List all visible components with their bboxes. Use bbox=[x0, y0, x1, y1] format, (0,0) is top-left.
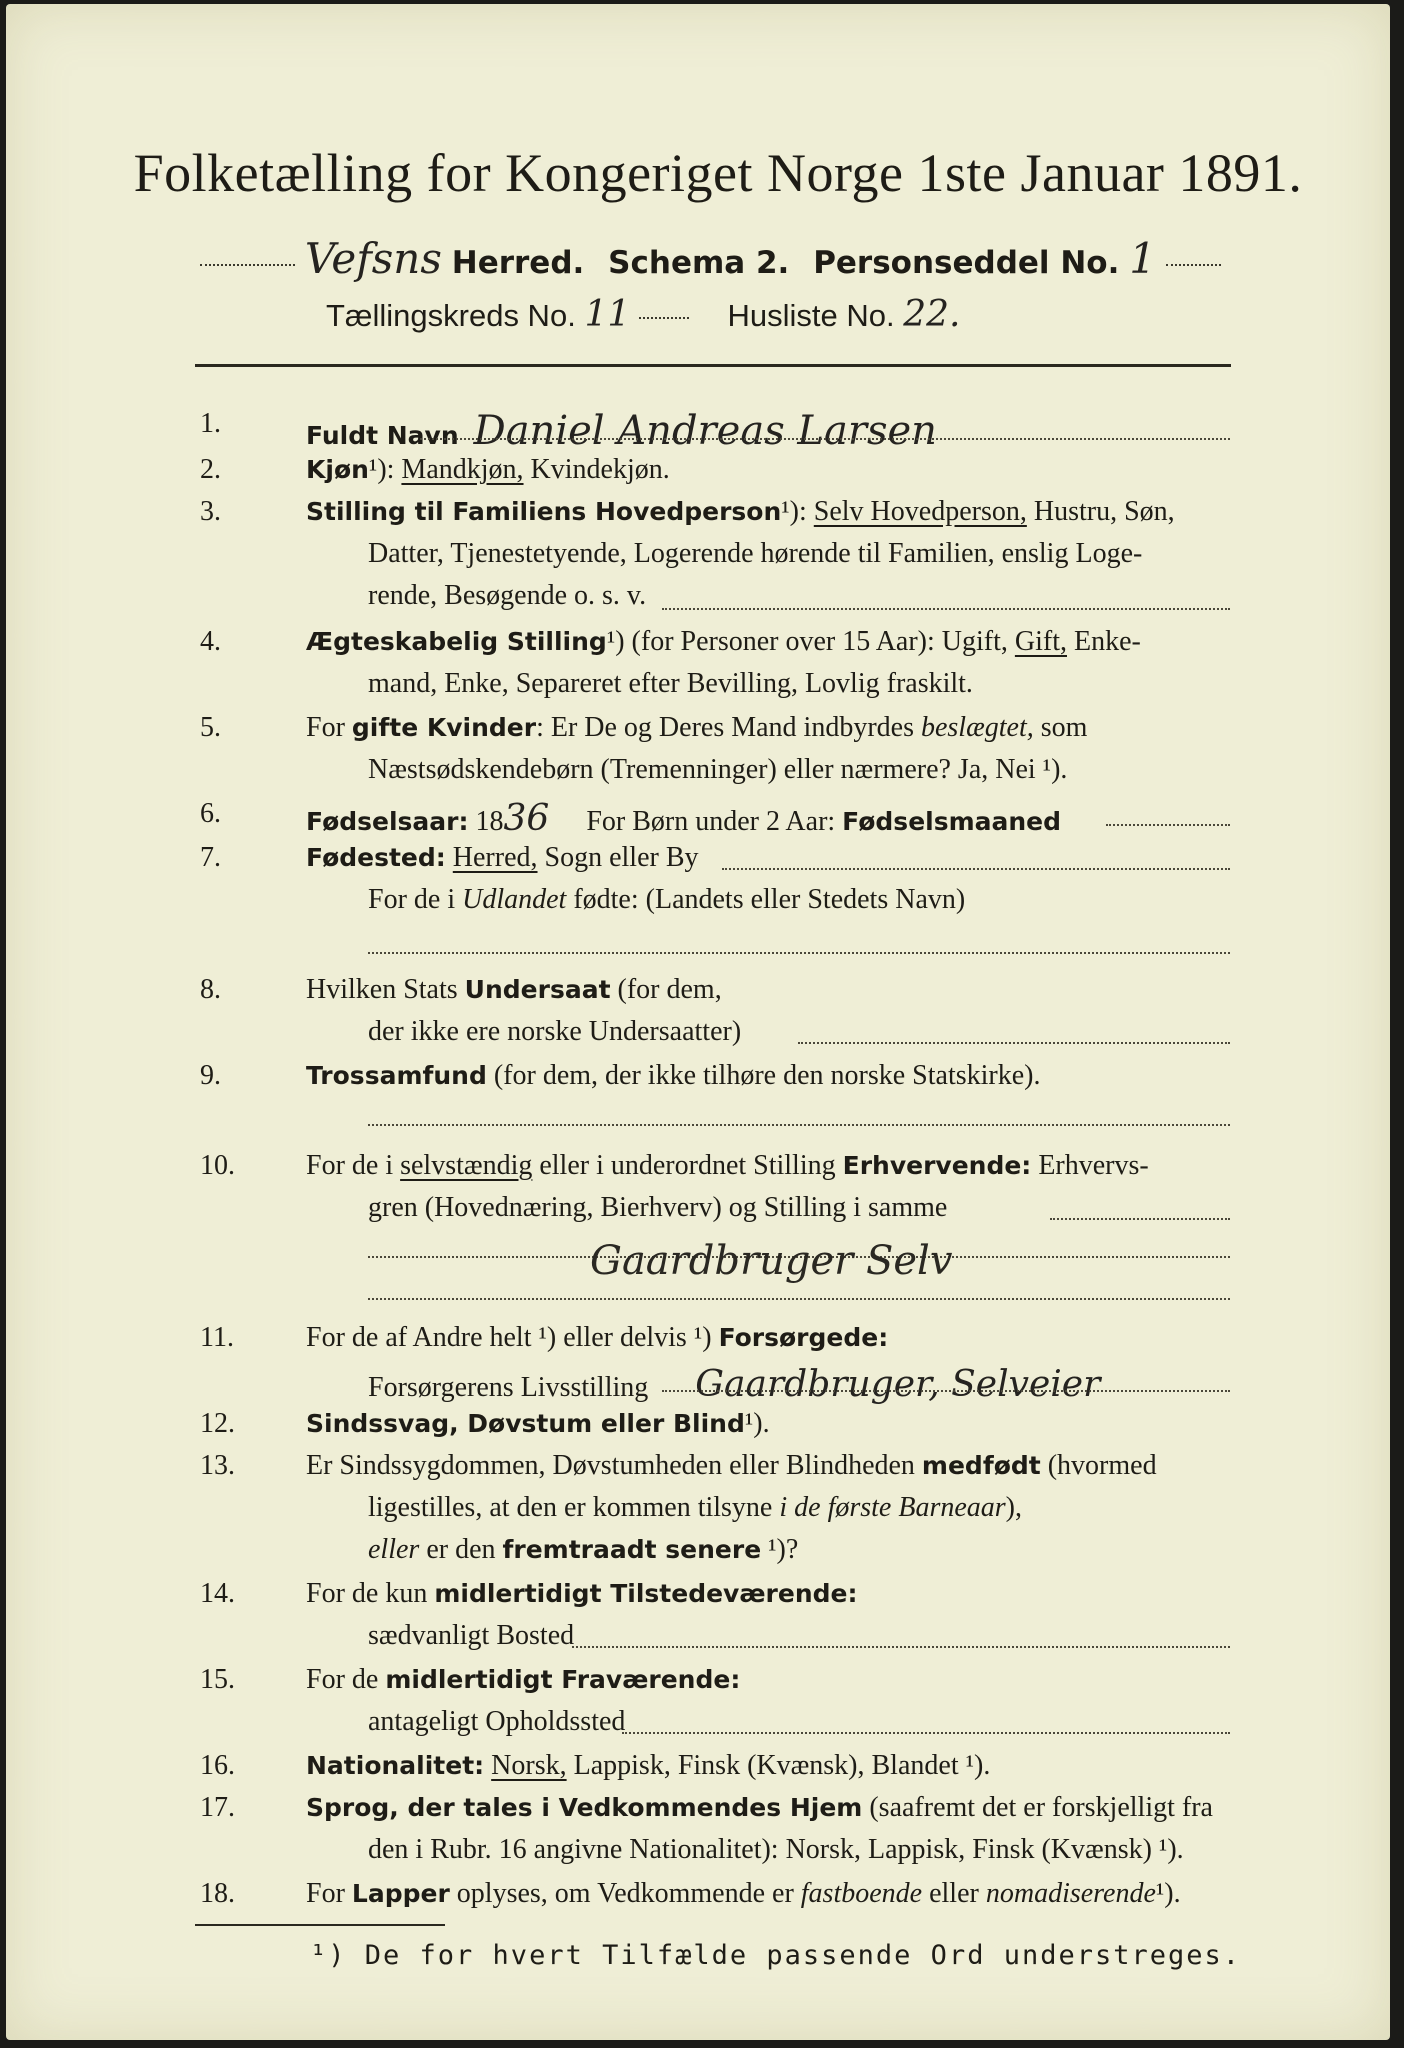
item-1-label: Fuldt Navn bbox=[306, 421, 459, 450]
item-18-italic-2: nomadiserende bbox=[985, 1878, 1156, 1909]
item-13-l3-label: fremtraadt senere bbox=[502, 1535, 762, 1564]
item-2 bbox=[306, 454, 670, 486]
herred-line bbox=[200, 234, 1221, 283]
item-11-number: 11. bbox=[200, 1322, 234, 1353]
sup-marker: ¹): bbox=[368, 454, 395, 485]
item-18-prefix: For bbox=[306, 1878, 345, 1909]
sup-marker: ¹): bbox=[781, 496, 807, 527]
item-10 bbox=[306, 1150, 1149, 1182]
item-13-number: 13. bbox=[200, 1450, 235, 1481]
header-rule bbox=[195, 364, 1231, 367]
birth-year-prefix: 18 bbox=[475, 806, 504, 837]
item-10-selected: selvstændig bbox=[400, 1150, 533, 1181]
dotted-line bbox=[722, 868, 1230, 870]
item-18 bbox=[306, 1878, 1181, 1910]
item-8 bbox=[306, 974, 722, 1006]
provider-occupation-value: Gaardbruger, Selveier bbox=[695, 1364, 1101, 1405]
item-18-italic-1: fastboende bbox=[800, 1878, 923, 1909]
item-2-selected: Mandkjøn, bbox=[401, 454, 524, 485]
item-5-prefix: For bbox=[306, 712, 345, 743]
item-2-label: Kjøn bbox=[306, 455, 369, 484]
item-5 bbox=[306, 712, 1087, 744]
item-11-l2-label: Forsørgerens Livsstilling bbox=[368, 1372, 649, 1403]
item-6 bbox=[306, 798, 1061, 839]
item-10-text: eller i underordnet Stilling bbox=[539, 1150, 836, 1181]
footnote: ¹) De for hvert Tilfælde passende Ord understreges. bbox=[310, 1940, 1242, 1971]
item-8-prefix: Hvilken Stats bbox=[306, 974, 458, 1005]
dotted-line bbox=[572, 1646, 1230, 1648]
item-15 bbox=[306, 1664, 740, 1696]
item-2-option: Kvindekjøn. bbox=[530, 454, 670, 485]
item-3 bbox=[306, 496, 1175, 528]
item-13-prefix: Er Sindssygdommen, Døvstumheden eller Blindheden bbox=[306, 1450, 915, 1481]
item-3-selected: Selv Hovedperson, bbox=[813, 496, 1027, 527]
item-13 bbox=[306, 1450, 1157, 1482]
herred-value: Vefsns bbox=[304, 234, 442, 283]
dotted-leader bbox=[1166, 264, 1221, 266]
item-18-label: Lapper bbox=[351, 1879, 450, 1908]
dotted-line bbox=[1106, 824, 1230, 826]
item-13-end: (hvormed bbox=[1047, 1450, 1157, 1481]
item-15-number: 15. bbox=[200, 1664, 235, 1695]
item-7-label: Fødested: bbox=[306, 843, 446, 872]
name-dotted-line bbox=[420, 438, 1230, 440]
husliste-value: 22. bbox=[903, 294, 961, 335]
footnote-rule bbox=[195, 1924, 445, 1926]
item-6-label: Fødselsaar: bbox=[306, 807, 469, 836]
kreds-value: 11 bbox=[584, 294, 631, 335]
item-11-label: Forsørgede: bbox=[718, 1323, 889, 1352]
item-1 bbox=[306, 408, 937, 454]
item-11-prefix: For de af Andre helt ¹) eller delvis ¹) bbox=[306, 1322, 712, 1353]
item-14-line-2: sædvanligt Bosted bbox=[368, 1620, 575, 1651]
item-16-number: 16. bbox=[200, 1750, 235, 1781]
item-13-label: medfødt bbox=[921, 1451, 1041, 1480]
item-15-line-2: antageligt Opholdssted bbox=[368, 1706, 626, 1737]
item-13-line-2 bbox=[368, 1492, 1022, 1524]
dotted-line bbox=[622, 1732, 1230, 1734]
dotted-line bbox=[368, 1124, 1230, 1126]
item-3-number: 3. bbox=[200, 496, 221, 527]
kreds-label: Tællingskreds No. bbox=[326, 298, 576, 333]
item-13-l2-end: ), bbox=[1005, 1492, 1022, 1523]
item-1-number: 1. bbox=[200, 408, 221, 439]
item-14-number: 14. bbox=[200, 1578, 235, 1609]
item-7-l2-text: fødte: (Landets eller Stedets Navn) bbox=[573, 884, 966, 915]
schema-label: Schema 2. bbox=[608, 245, 790, 281]
census-form-sheet bbox=[6, 4, 1390, 2040]
item-13-l3-italic: eller bbox=[368, 1534, 420, 1565]
item-3-line-3: rende, Besøgende o. s. v. bbox=[368, 580, 647, 611]
item-9-text: (for dem, der ikke tilhøre den norske Statskirke). bbox=[493, 1060, 1041, 1091]
birth-year-value: 36 bbox=[503, 798, 550, 839]
item-12-label: Sindssvag, Døvstum eller Blind bbox=[306, 1409, 745, 1438]
husliste-label: Husliste No. bbox=[727, 298, 895, 333]
personseddel-value: 1 bbox=[1129, 234, 1156, 283]
item-7-l2-prefix: For de i bbox=[368, 884, 456, 915]
item-11 bbox=[306, 1322, 888, 1354]
item-15-prefix: For de bbox=[306, 1664, 379, 1695]
item-18-mid: eller bbox=[929, 1878, 979, 1909]
sup-marker: ¹) bbox=[606, 626, 625, 657]
item-8-label: Undersaat bbox=[464, 975, 611, 1004]
item-3-options: Hustru, Søn, bbox=[1033, 496, 1175, 527]
item-4-option: Enke- bbox=[1074, 626, 1141, 657]
item-11-line-2 bbox=[368, 1364, 1100, 1405]
item-7-line-2 bbox=[368, 884, 965, 916]
item-9-number: 9. bbox=[200, 1060, 221, 1091]
birth-month-label: Fødselsmaaned bbox=[842, 807, 1062, 836]
item-13-l3-end: ¹)? bbox=[768, 1534, 799, 1565]
item-17-label: Sprog, der tales i Vedkommendes Hjem bbox=[306, 1793, 863, 1822]
item-18-number: 18. bbox=[200, 1878, 235, 1909]
item-17-line-2: den i Rubr. 16 angivne Nationalitet): Norsk, Lappisk, Finsk (Kvænsk) ¹). bbox=[368, 1834, 1184, 1865]
item-5-number: 5. bbox=[200, 712, 221, 743]
item-4-number: 4. bbox=[200, 626, 221, 657]
item-2-number: 2. bbox=[200, 454, 221, 485]
item-5-line-2: Næstsødskendebørn (Tremenninger) eller nærmere? Ja, Nei ¹). bbox=[368, 754, 1068, 785]
item-7 bbox=[306, 842, 699, 874]
herred-label: Herred. bbox=[451, 245, 585, 281]
item-18-text: oplyses, om Vedkommende er bbox=[456, 1878, 794, 1909]
item-8-line-2: der ikke ere norske Undersaatter) bbox=[368, 1016, 742, 1047]
item-5-text: : Er De og Deres Mand indbyrdes bbox=[536, 712, 914, 743]
item-17-number: 17. bbox=[200, 1792, 235, 1823]
item-10-line-2: gren (Hovednæring, Bierhverv) og Stilling i samme bbox=[368, 1192, 948, 1223]
item-13-l2-italic: i de første Barneaar bbox=[779, 1492, 1006, 1523]
item-7-number: 7. bbox=[200, 842, 221, 873]
item-14 bbox=[306, 1578, 858, 1610]
item-7-selected: Herred, bbox=[452, 842, 538, 873]
item-9 bbox=[306, 1060, 1040, 1092]
item-12 bbox=[306, 1408, 770, 1440]
item-9-label: Trossamfund bbox=[306, 1061, 487, 1090]
kreds-line bbox=[326, 294, 961, 335]
page-title: Folketælling for Kongeriget Norge 1ste Januar 1891. bbox=[133, 143, 1303, 203]
item-10-prefix: For de i bbox=[306, 1150, 394, 1181]
dotted-leader bbox=[200, 264, 295, 266]
item-4-label: Ægteskabelig Stilling bbox=[306, 627, 607, 656]
item-17 bbox=[306, 1792, 1213, 1824]
form-content bbox=[50, 38, 1386, 2034]
item-18-end: ¹). bbox=[1155, 1878, 1181, 1909]
item-10-number: 10. bbox=[200, 1150, 235, 1181]
item-6-number: 6. bbox=[200, 798, 221, 829]
item-4-line-2: mand, Enke, Separeret efter Bevilling, Lovlig fraskilt. bbox=[368, 668, 973, 699]
item-3-line-2: Datter, Tjenestetyende, Logerende hørende til Familien, enslig Loge- bbox=[368, 538, 1143, 569]
item-16-selected: Norsk, bbox=[491, 1750, 567, 1781]
item-12-number: 12. bbox=[200, 1408, 235, 1439]
item-10-end: Erhvervs- bbox=[1038, 1150, 1149, 1181]
dotted-line bbox=[368, 1298, 1230, 1300]
dotted-line bbox=[662, 608, 1230, 610]
item-16-label: Nationalitet: bbox=[306, 1751, 485, 1780]
item-5-label: gifte Kvinder bbox=[351, 713, 537, 742]
item-8-text: (for dem, bbox=[617, 974, 722, 1005]
item-4-selected: Gift, bbox=[1014, 626, 1067, 657]
item-13-l3-text: er den bbox=[426, 1534, 496, 1565]
item-4-text: (for Personer over 15 Aar): Ugift, bbox=[631, 626, 1008, 657]
item-8-number: 8. bbox=[200, 974, 221, 1005]
item-17-text: (saafremt det er forskjelligt fra bbox=[869, 1792, 1213, 1823]
dotted-line bbox=[368, 952, 1230, 954]
personseddel-label: Personseddel No. bbox=[813, 245, 1120, 281]
item-7-options: Sogn eller By bbox=[544, 842, 699, 873]
item-14-label: midlertidigt Tilstedeværende: bbox=[434, 1579, 858, 1608]
dotted-line bbox=[798, 1042, 1230, 1044]
occupation-value: Gaardbruger Selv bbox=[590, 1238, 953, 1284]
item-5-end: som bbox=[1040, 712, 1088, 743]
item-16 bbox=[306, 1750, 990, 1782]
item-7-l2-italic: Udlandet bbox=[462, 884, 567, 915]
item-10-label: Erhvervende: bbox=[842, 1151, 1032, 1180]
full-name-value: Daniel Andreas Larsen bbox=[473, 408, 937, 454]
dotted-line bbox=[662, 1390, 1230, 1392]
item-14-prefix: For de kun bbox=[306, 1578, 428, 1609]
item-13-line-3 bbox=[368, 1534, 798, 1566]
item-15-label: midlertidigt Fraværende: bbox=[385, 1665, 741, 1694]
item-3-label: Stilling til Familiens Hovedperson bbox=[306, 497, 782, 526]
sup-marker: ¹). bbox=[744, 1408, 770, 1439]
item-6-text: For Børn under 2 Aar: bbox=[586, 806, 836, 837]
item-16-options: Lappisk, Finsk (Kvænsk), Blandet ¹). bbox=[573, 1750, 991, 1781]
dotted-line bbox=[1050, 1218, 1230, 1220]
item-4 bbox=[306, 626, 1141, 658]
dotted-leader bbox=[639, 317, 689, 319]
item-5-italic: beslægtet, bbox=[920, 712, 1034, 743]
item-13-l2-text: ligestilles, at den er kommen tilsyne bbox=[368, 1492, 773, 1523]
